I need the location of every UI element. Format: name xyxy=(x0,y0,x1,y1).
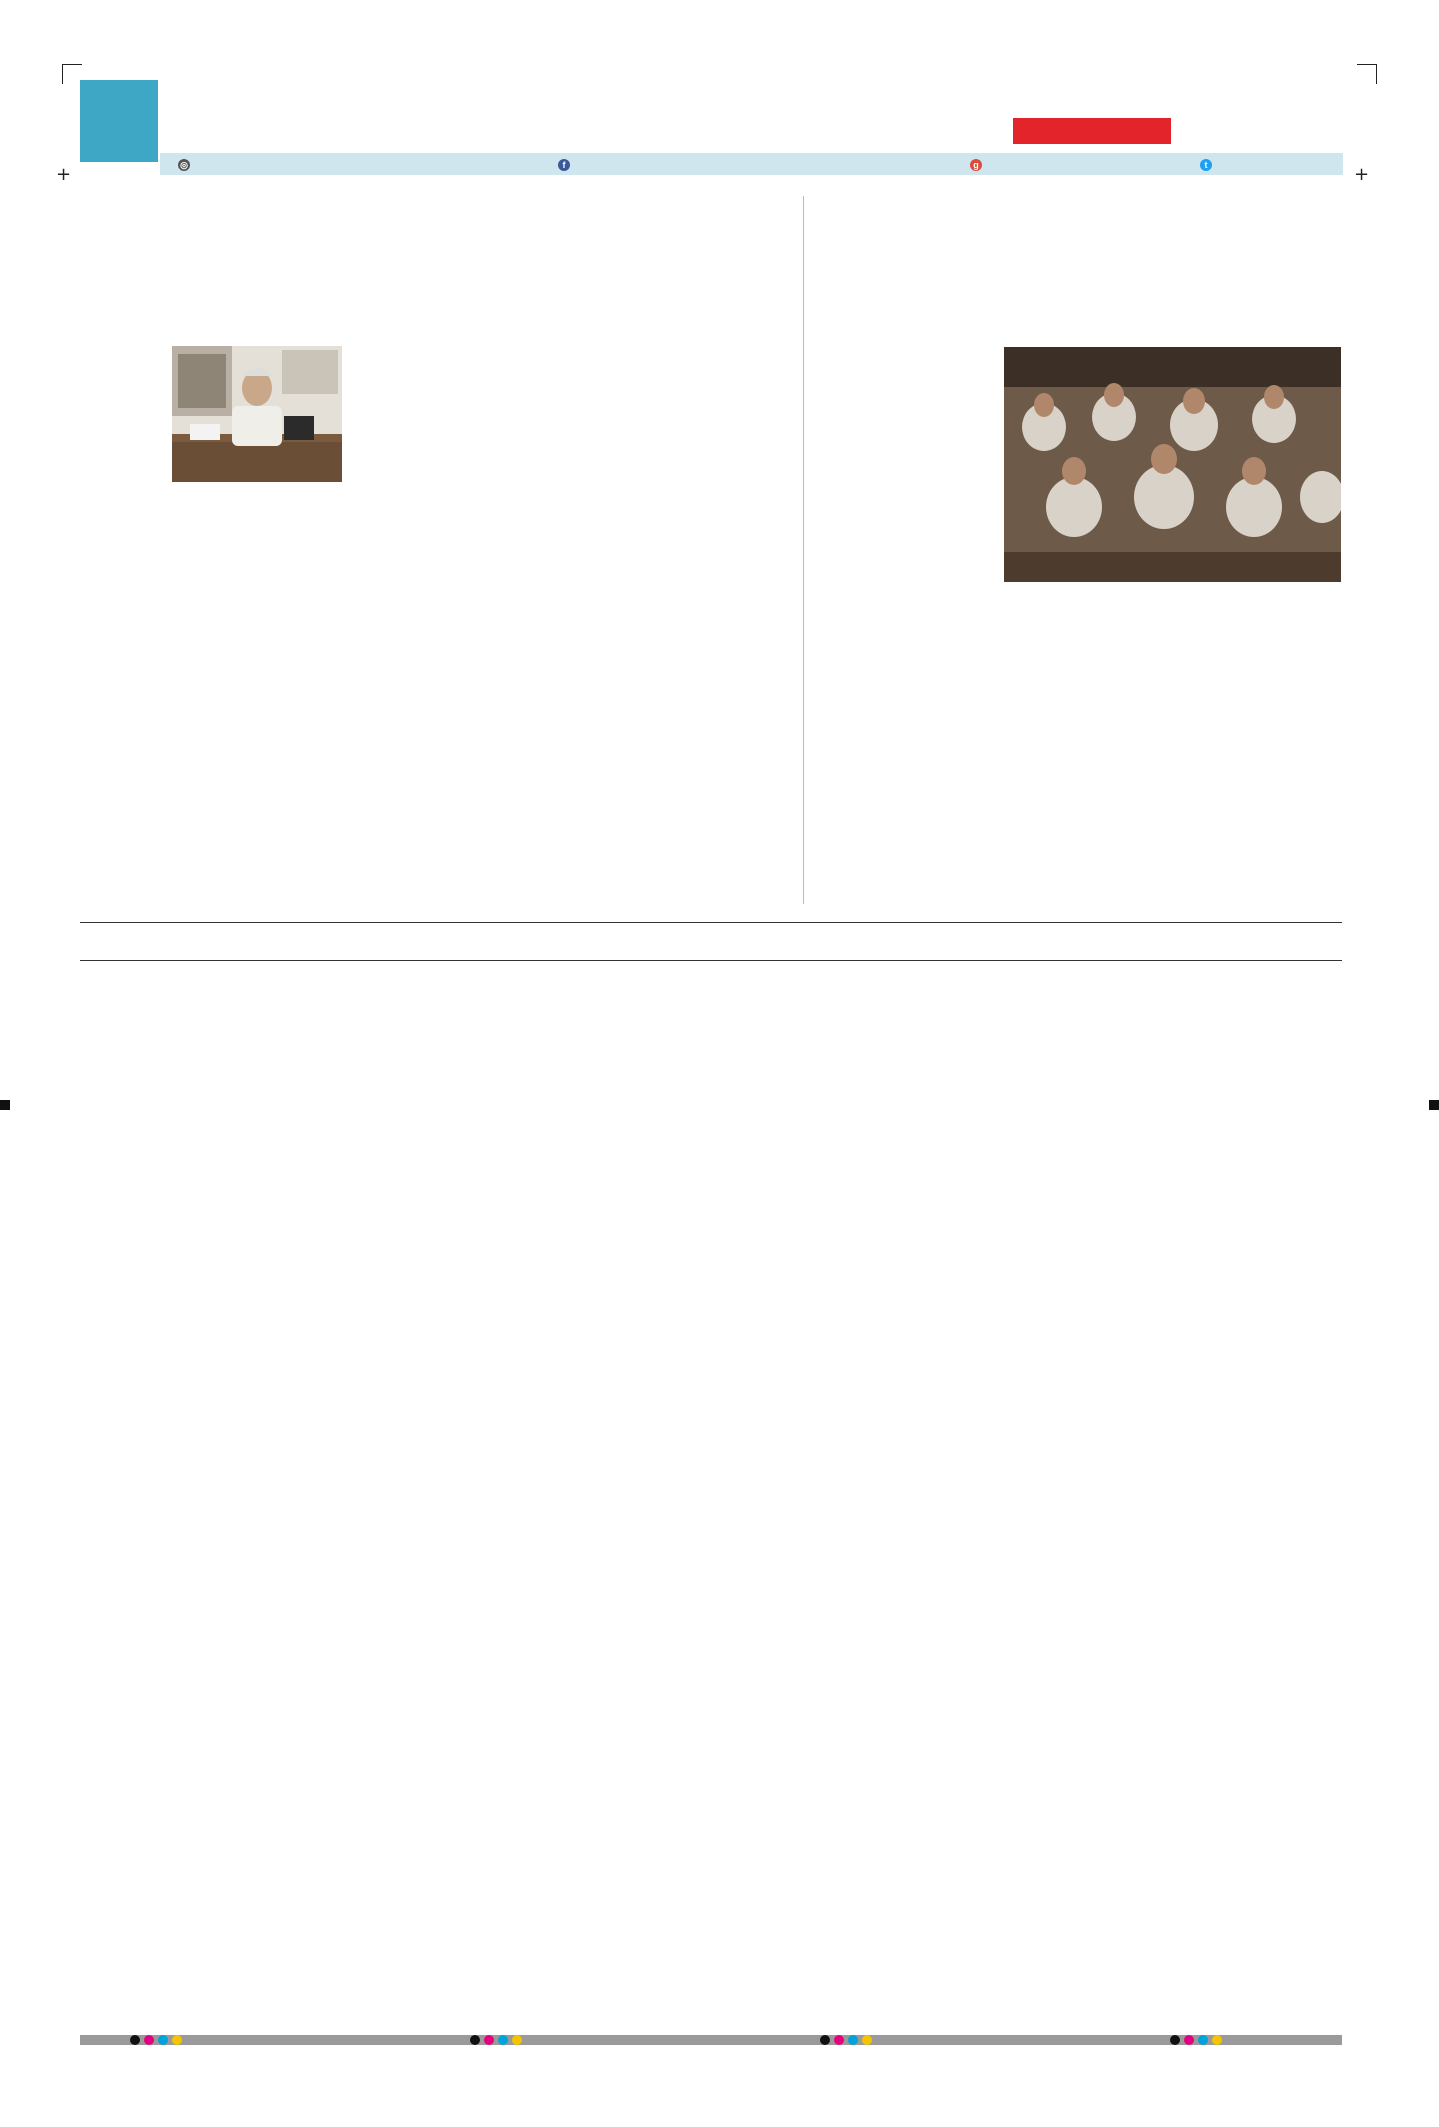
article2-photo xyxy=(1004,347,1341,582)
registration-dot xyxy=(1198,2035,1208,2045)
column-divider xyxy=(803,196,804,904)
article1-col2 xyxy=(262,486,434,902)
registration-dot xyxy=(172,2035,182,2045)
article1-col1-wrap xyxy=(82,358,168,484)
registration-dot xyxy=(484,2035,494,2045)
website-link[interactable] xyxy=(178,157,194,171)
registration-dot xyxy=(470,2035,480,2045)
article2-col2-wide xyxy=(1004,588,1341,902)
googleplus-icon: g xyxy=(970,159,982,171)
twitter-link[interactable] xyxy=(1200,157,1216,171)
ambedkar-body xyxy=(410,1390,710,1446)
globe-icon: ◎ xyxy=(178,159,190,171)
anti-constitutional-body xyxy=(718,1862,1018,2030)
side-mark-left xyxy=(0,1100,10,1110)
yatris-body xyxy=(1036,1860,1341,2030)
tourism-body xyxy=(410,990,710,1350)
yatra-body xyxy=(718,1716,1018,1826)
registration-dot xyxy=(498,2035,508,2045)
peddlers-body xyxy=(1036,1546,1341,1822)
cs-body xyxy=(1036,1256,1341,1510)
registration-dot xyxy=(862,2035,872,2045)
amid-body xyxy=(86,1538,392,1788)
article1-col1 xyxy=(82,486,254,902)
crop-mark-top-right xyxy=(1357,64,1377,84)
contact-bar xyxy=(160,153,1343,175)
issue-day xyxy=(1013,118,1171,144)
fatf-body xyxy=(718,990,1018,1680)
registration-mark-right: + xyxy=(1354,164,1370,185)
registration-dot xyxy=(130,2035,140,2045)
registration-dot xyxy=(158,2035,168,2045)
twitter-icon: t xyxy=(1200,159,1212,171)
crop-mark-top-left xyxy=(62,64,82,84)
bottom-strip xyxy=(80,2035,1342,2045)
election-body xyxy=(1036,990,1341,1218)
registration-dot xyxy=(1212,2035,1222,2045)
registration-dot xyxy=(1184,2035,1194,2045)
article1-col3 xyxy=(442,347,614,902)
registration-dot xyxy=(144,2035,154,2045)
facebook-link[interactable] xyxy=(558,157,574,171)
article2-col1 xyxy=(822,347,998,902)
side-mark-right xyxy=(1429,1100,1439,1110)
registration-dot xyxy=(1170,2035,1180,2045)
facebook-icon: f xyxy=(558,159,570,171)
registration-dot xyxy=(834,2035,844,2045)
we-have-body xyxy=(86,1884,392,1934)
article1-col4 xyxy=(612,347,782,902)
page-number xyxy=(80,80,158,162)
ecomm-body xyxy=(410,1482,710,2030)
googleplus-link[interactable] xyxy=(970,157,986,171)
registration-dot xyxy=(848,2035,858,2045)
band-bottom-rule xyxy=(80,960,1342,961)
registration-dot xyxy=(820,2035,830,2045)
article1-photo xyxy=(172,346,342,482)
registration-mark-left: + xyxy=(56,164,72,185)
registration-dot xyxy=(512,2035,522,2045)
band-top-rule xyxy=(80,922,1342,923)
need-body xyxy=(86,1020,392,1500)
